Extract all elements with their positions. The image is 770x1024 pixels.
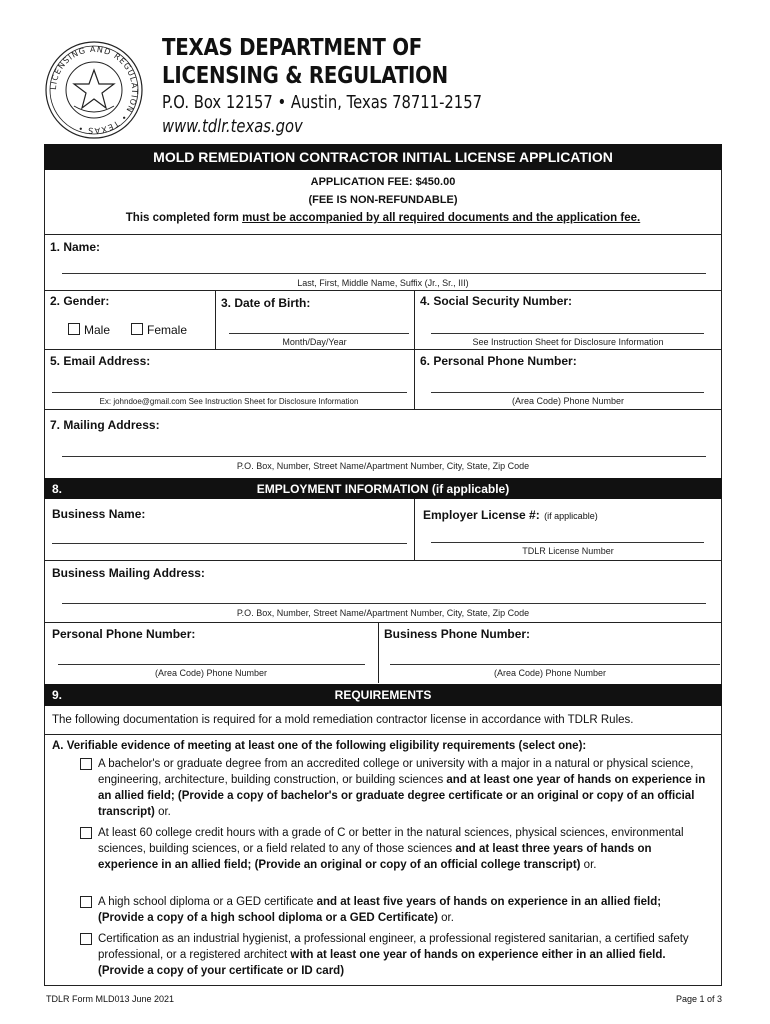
fee-non-refundable: (FEE IS NON-REFUNDABLE) — [308, 194, 458, 206]
ssn-label: 4. Social Security Number: — [420, 294, 573, 308]
mailing-caption: P.O. Box, Number, Street Name/Apartment Number, City, State, Zip Code — [236, 461, 530, 471]
dob-caption: Month/Day/Year — [282, 337, 347, 347]
business-name-label: Business Name: — [52, 507, 146, 521]
submission-notice: This completed form must be accompanied by all required documents and the application fee. — [125, 212, 641, 224]
gender-male-label: Male — [84, 323, 111, 337]
employment-title: EMPLOYMENT INFORMATION (if applicable) — [256, 482, 510, 496]
dob-input[interactable] — [229, 333, 409, 334]
form-title: MOLD REMEDIATION CONTRACTOR INITIAL LICENSE APPLICATION — [153, 149, 613, 165]
personal-phone-caption: (Area Code) Phone Number — [154, 668, 268, 678]
business-mailing-input[interactable] — [62, 603, 706, 604]
phone-caption: (Area Code) Phone Number — [511, 396, 625, 406]
personal-phone-input[interactable] — [58, 664, 365, 665]
divider — [44, 349, 722, 350]
email-input[interactable] — [52, 392, 407, 393]
phone-input[interactable] — [431, 392, 704, 393]
business-phone-input[interactable] — [390, 664, 720, 665]
agency-website[interactable]: www.tdlr.texas.gov — [162, 116, 303, 137]
employment-bar — [44, 478, 722, 499]
svg-text:LICENSING AND REGULATION • TEX — [49, 45, 139, 135]
agency-name: TEXAS DEPARTMENT OF LICENSING & REGULATION — [162, 35, 448, 89]
star-icon — [74, 70, 114, 108]
gender-female-checkbox[interactable] — [131, 323, 143, 335]
option-credit-hours-text: At least 60 college credit hours with a grade of C or better in the natural sciences, physical sciences, environmental sciences, building sciences, or a field related to any of those sciences and at least three years of hands on experience in an allied field; (Provide an original or copy of an official college transcript) or. — [98, 827, 684, 871]
tdlr-seal — [44, 40, 144, 140]
form-title-bar — [44, 144, 722, 170]
mailing-address-input[interactable] — [62, 456, 706, 457]
requirements-title: REQUIREMENTS — [334, 688, 432, 702]
employer-license-caption: TDLR License Number — [522, 546, 614, 556]
name-label: 1. Name: — [50, 240, 101, 254]
application-fee: APPLICATION FEE: $450.00 — [310, 176, 456, 188]
option-degree-text: A bachelor's or graduate degree from an accredited college or university with a major in a natural or physical science, engineering, architecture, building construction, or building sciences and at least one year of hands on experience in an allied field; (Provide a copy of bachelor's or graduate degree certificate or an original or copy of an official transcript) or. — [98, 758, 706, 818]
business-phone-label: Business Phone Number: — [384, 627, 531, 641]
business-mailing-label: Business Mailing Address: — [52, 566, 205, 580]
option-credit-hours-checkbox[interactable] — [80, 827, 92, 839]
business-name-input[interactable] — [52, 543, 407, 544]
business-phone-caption: (Area Code) Phone Number — [493, 668, 607, 678]
divider — [44, 734, 722, 735]
ssn-caption: See Instruction Sheet for Disclosure Information — [472, 337, 664, 347]
name-caption: Last, First, Middle Name, Suffix (Jr., Sr., III) — [297, 278, 469, 288]
divider — [44, 290, 722, 291]
gender-male-checkbox[interactable] — [68, 323, 80, 335]
phone-label: 6. Personal Phone Number: — [420, 354, 577, 368]
divider — [44, 234, 722, 235]
seal-ring-text: LICENSING AND REGULATION • TEXAS • — [48, 44, 140, 136]
divider — [44, 622, 722, 623]
section-a-heading: A. Verifiable evidence of meeting at least one of the following eligibility requirements (select one): — [52, 740, 587, 752]
gender-female-label: Female — [147, 323, 188, 337]
option-certification-text: Certification as an industrial hygienist, a professional engineer, a professional registered sanitarian, a certified safety professional, or a registered architect with at least one year of hands on experience either in an allied field. (Provide a copy of your certificate or ID card) — [98, 933, 689, 977]
employer-license-label: Employer License #: (if applicable) — [423, 508, 598, 522]
personal-phone-label: Personal Phone Number: — [52, 627, 196, 641]
option-diploma-checkbox[interactable] — [80, 896, 92, 908]
divider — [44, 560, 722, 561]
mailing-label: 7. Mailing Address: — [50, 418, 160, 432]
option-degree-checkbox[interactable] — [80, 758, 92, 770]
option-certification-checkbox[interactable] — [80, 933, 92, 945]
section-8-number: 8. — [52, 482, 63, 496]
email-label: 5. Email Address: — [50, 354, 151, 368]
ssn-input[interactable] — [431, 333, 704, 334]
divider — [44, 409, 722, 410]
requirements-bar — [44, 684, 722, 706]
requirements-intro: The following documentation is required for a mold remediation contractor license in accordance with TDLR Rules. — [52, 714, 634, 726]
business-mailing-caption: P.O. Box, Number, Street Name/Apartment Number, City, State, Zip Code — [236, 608, 530, 618]
email-caption: Ex: johndoe@gmail.com See Instruction Sheet for Disclosure Information — [99, 397, 359, 406]
page-number: Page 1 of 3 — [675, 994, 722, 1004]
gender-label: 2. Gender: — [50, 294, 110, 308]
section-9-number: 9. — [52, 688, 63, 702]
dob-label: 3. Date of Birth: — [221, 296, 311, 310]
option-diploma-text: A high school diploma or a GED certificate and at least five years of hands on experience in an allied field; (Provide a copy of a high school diploma or a GED Certificate) or. — [98, 896, 662, 924]
agency-address: P.O. Box 12157 • Austin, Texas 78711-2157 — [162, 92, 482, 113]
employer-license-input[interactable] — [431, 542, 704, 543]
form-id: TDLR Form MLD013 June 2021 — [46, 994, 175, 1004]
name-input[interactable] — [62, 273, 706, 274]
